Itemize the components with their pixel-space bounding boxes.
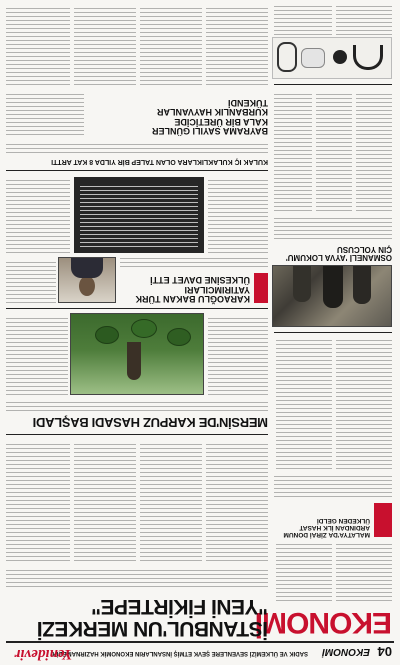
osmaneli-headline: OSMANELİ 'AYVA LOKUMU' ÇIN YOLCUSU	[285, 244, 392, 262]
main-headline: İSTANBUL'UN MERKEZİ "YENİ FİKİRTEPE"	[37, 594, 268, 640]
watermelon-headline: MERSİN'DE KARPUZ HASADI BAŞLADI	[32, 415, 268, 430]
section-label: EKONOMİ	[322, 646, 370, 657]
page-number: 04	[377, 644, 392, 659]
karaoglu-headline: KARAOĞLU BAKAN TÜRK YATIRIMCILARI ÜLKESİNE DAVET ETTİ	[135, 275, 250, 304]
photo-osmaneli	[272, 265, 392, 327]
info-box	[74, 177, 204, 253]
bayram-headline: BAYRAMA SAYILI GÜNLER KALA BİR ÜRETİCİDE KURBANLIK HAYVANLAR TÜKENDİ	[151, 97, 268, 136]
text-column	[208, 315, 268, 395]
text-column	[336, 5, 392, 35]
main-deck	[6, 567, 268, 587]
text-column	[356, 91, 392, 211]
photo-watermelon-harvest	[70, 313, 204, 395]
person-portrait	[79, 276, 95, 296]
farmer-silhouette	[127, 342, 141, 380]
charging-case-icon	[301, 48, 325, 68]
text-column	[6, 91, 84, 135]
watermelon-icon	[167, 328, 191, 346]
newspaper-logo: Yenidevir	[14, 646, 72, 662]
text-column	[206, 441, 268, 561]
masthead-rule	[6, 642, 394, 644]
person-portrait	[71, 258, 103, 278]
section-title-red: EKONOMİ	[255, 606, 392, 639]
divider	[6, 308, 268, 309]
text-column	[140, 441, 202, 561]
divider	[274, 84, 392, 85]
text-column	[274, 5, 332, 35]
malatya-headline: MALATYA'DA ZİRAİ DONUM ARDINDAN İLK HASAT ÜLKEDEN GELDİ	[283, 517, 370, 538]
photo-products	[272, 37, 392, 79]
text-column	[6, 315, 68, 395]
text-column	[74, 5, 136, 85]
kkdf-deck	[6, 141, 268, 153]
cable-icon	[277, 42, 297, 72]
text-column	[274, 91, 312, 211]
text-column	[208, 177, 268, 253]
text-column	[206, 5, 268, 85]
text-column	[6, 259, 56, 303]
text-column	[74, 441, 136, 561]
text-column	[6, 177, 70, 253]
text-column	[276, 541, 332, 601]
earbuds-icon	[333, 50, 347, 64]
malatya-deck	[274, 475, 392, 497]
text-column	[6, 441, 70, 561]
text-column	[316, 91, 352, 211]
divider	[6, 434, 268, 435]
karaoglu-deck	[120, 257, 268, 267]
watermelon-icon	[95, 326, 119, 344]
osmaneli-deck	[274, 217, 392, 239]
slogan: SADIK VE ÜLKEMİZİ SEVENLERE ŞEVK ETMİŞ İNSANLARIN EKONOMİK HAZIRNAMEDİR	[52, 650, 308, 656]
red-k-badge	[374, 503, 392, 537]
red-k-badge	[254, 273, 268, 303]
divider	[6, 170, 268, 171]
kkdf-headline: KULAK IÇ KULAKLIKLARA OLAN TALEP BİR YILDA 8 KAT ARTTI	[51, 158, 268, 165]
people-silhouettes	[293, 266, 311, 302]
info-box-lines	[80, 183, 198, 247]
people-silhouettes	[353, 266, 371, 304]
text-column	[336, 541, 392, 601]
people-silhouettes	[323, 266, 343, 308]
headphones-icon	[353, 45, 383, 70]
text-column	[140, 5, 202, 85]
watermelon-icon	[131, 319, 157, 338]
text-column	[6, 5, 70, 85]
text-column	[336, 339, 392, 469]
watermelon-deck	[6, 401, 268, 411]
divider	[274, 332, 392, 333]
photo-karaoglu-portrait	[58, 257, 116, 303]
text-column	[276, 339, 332, 469]
